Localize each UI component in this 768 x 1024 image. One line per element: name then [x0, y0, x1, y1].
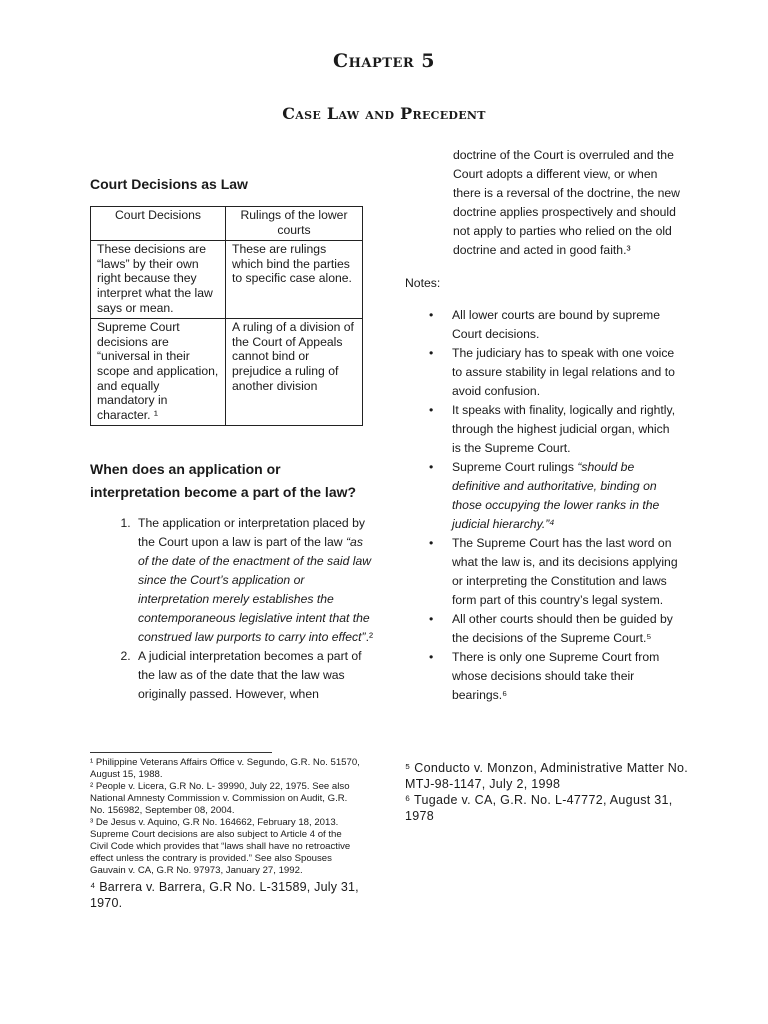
footnote: ⁵ Conducto v. Monzon, Administrative Matter No. MTJ-98-1147, July 2, 1998: [405, 761, 689, 791]
table-row: [91, 319, 363, 426]
left-column: [90, 176, 374, 704]
court-decisions-heading: Court Decisions as Law: [90, 176, 248, 192]
bullet-icon: •: [429, 650, 434, 664]
note-text: The Supreme Court has the last word on what the law is, and its decisions applying or interpreting the Constitution and laws form part of this country’s legal system.: [452, 536, 678, 607]
bullet-icon: •: [429, 403, 434, 417]
table-header-row: [91, 207, 363, 241]
when-heading: When does an application or interpretation become a part of the law?: [90, 461, 357, 501]
list-item: [429, 534, 680, 610]
footnote: ¹ Philippine Veterans Affairs Office v. Segundo, G.R. No. 51570, August 15, 1988.: [90, 757, 360, 780]
chapter-title: Chapter 5: [333, 50, 435, 72]
footnotes-right: [405, 760, 695, 824]
table-row: [91, 241, 363, 319]
item1-ref: .²: [365, 630, 374, 645]
note-quote: “should be definitive and authoritative, binding on those occupying the lower ranks in the judicial hierarchy.”⁴: [452, 460, 660, 531]
note-text: It speaks with finality, logically and rightly, through the highest judicial organ, which is the Supreme Court.: [452, 403, 676, 455]
bullet-icon: •: [429, 612, 434, 626]
item1-text: The application or interpretation placed by the Court upon a law is part of the law: [138, 516, 365, 550]
note-text: There is only one Supreme Court from whose decisions should take their bearings.⁶: [452, 650, 660, 702]
footnote: ⁴ Barrera v. Barrera, G.R No. L-31589, July 31, 1970.: [90, 880, 359, 910]
table-cell: A ruling of a division of the Court of Appeals cannot bind or prejudice a ruling of another division: [226, 319, 363, 426]
footnote: ³ De Jesus v. Aquino, G.R No. 164662, February 18, 2013. Supreme Court decisions are also subject to Article 4 of the Civil Code which provides that “laws shall have no retroactive effect unless the contrary is provided.” See also Spouses Gauvain v. CA, G.R No. 97973, January 27, 1992.: [90, 817, 351, 876]
note-text: The judiciary has to speak with one voice to assure stability in legal relations and to avoid confusion.: [452, 346, 675, 398]
footnote: ⁶ Tugade v. CA, G.R. No. L-47772, August 31, 1978: [405, 793, 673, 823]
application-list: [90, 514, 374, 704]
chapter-subtitle: Case Law and Precedent: [282, 104, 486, 123]
table-cell: Supreme Court decisions are “universal in their scope and application, and equally mandatory in character. ¹: [91, 319, 226, 426]
list-item: 2. A judicial interpretation becomes a part of the law as of the date that the law was originally passed. However, when: [134, 647, 374, 704]
footnote: ² People v. Licera, G.R No. L- 39990, July 22, 1975. See also National Amnesty Commission v. Commission on Audit, G.R. No. 156982, September 08, 2004.: [90, 781, 350, 816]
footnote-divider: [90, 752, 272, 753]
list-item: [429, 401, 680, 458]
list-item: [429, 344, 680, 401]
note-text: Supreme Court rulings: [452, 460, 578, 474]
item1-quote: “as of the date of the enactment of the said law since the Court’s application or interpretation merely establishes the contemporaneous legislative intent that the construed law purports to carry into effect”: [138, 535, 372, 645]
notes-list: [405, 306, 680, 705]
table-header-cell: Rulings of the lower courts: [226, 207, 363, 241]
table-cell: These are rulings which bind the parties to specific case alone.: [226, 241, 363, 319]
list-item: [429, 306, 680, 344]
continuation-text: doctrine of the Court is overruled and the Court adopts a different view, or when there is a reversal of the doctrine, the new doctrine applies prospectively and should not apply to parties who relied on the old doctrine and acted in good faith.³: [453, 148, 680, 257]
right-column: [405, 146, 680, 705]
list-item: [429, 610, 680, 648]
notes-label: Notes:: [405, 276, 441, 290]
list-item: [134, 514, 374, 647]
note-text: All lower courts are bound by supreme Court decisions.: [452, 308, 660, 341]
note-text: All other courts should then be guided by the decisions of the Supreme Court.⁵: [452, 612, 673, 645]
bullet-icon: •: [429, 460, 434, 474]
table-header-cell: Court Decisions: [91, 207, 226, 241]
bullet-icon: •: [429, 536, 434, 550]
list-item: [429, 648, 680, 705]
table-cell: These decisions are “laws” by their own right because they interpret what the law says or mean.: [91, 241, 226, 319]
footnotes-left: [90, 757, 362, 911]
list-item: [429, 458, 680, 534]
bullet-icon: •: [429, 346, 434, 360]
court-decisions-table: [90, 206, 363, 426]
bullet-icon: •: [429, 308, 434, 322]
